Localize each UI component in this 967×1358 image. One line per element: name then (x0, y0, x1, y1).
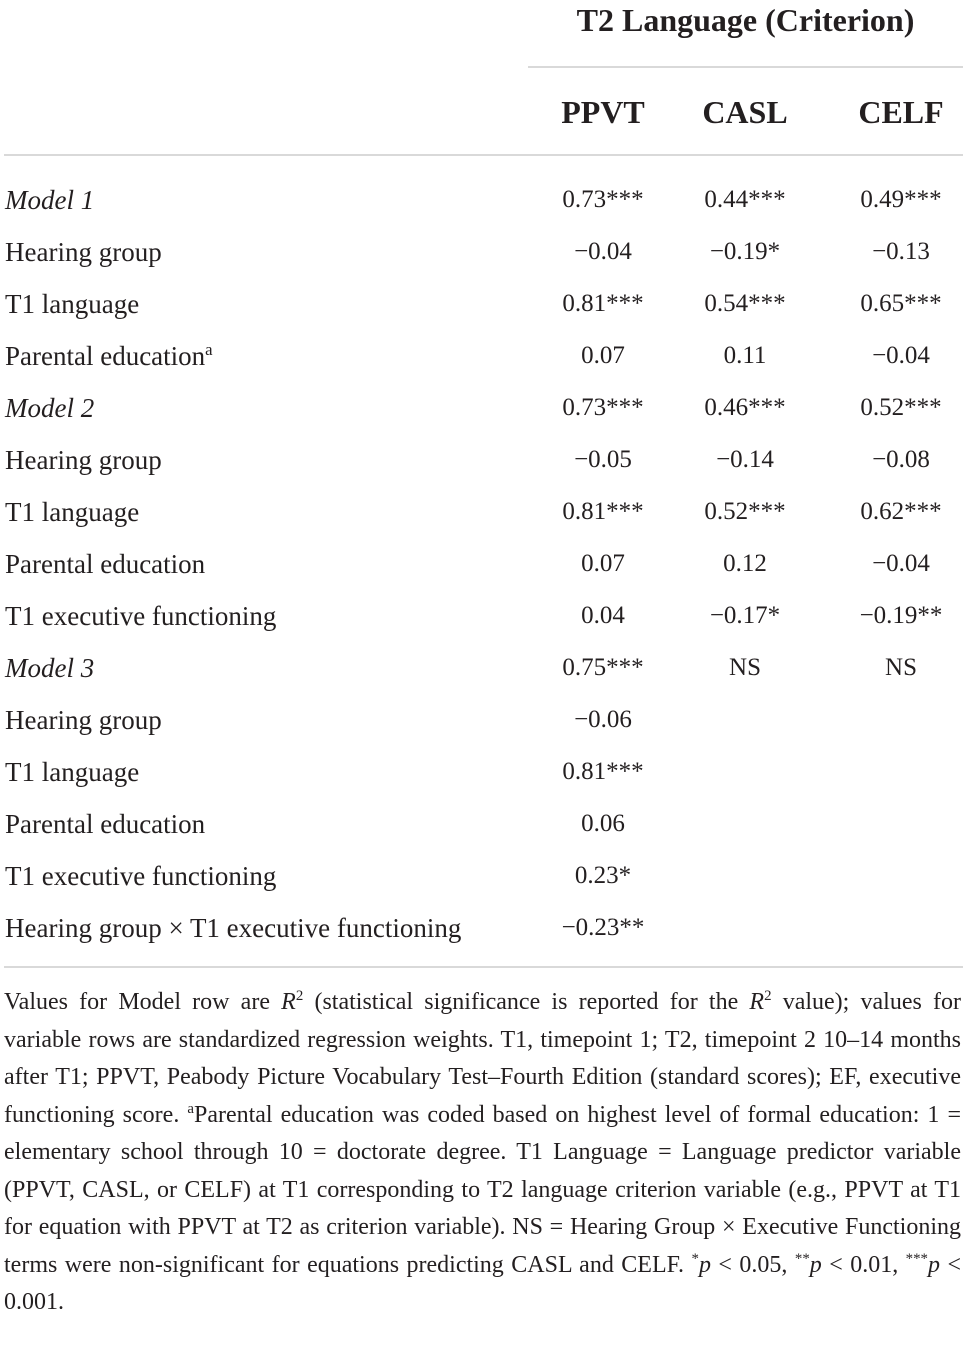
cell-casl: 0.46*** (704, 394, 786, 421)
cell-ppvt: 0.04 (581, 602, 625, 629)
row-label (5, 434, 162, 486)
table-row (0, 590, 967, 642)
row-label (5, 226, 162, 278)
header-rule (4, 154, 963, 156)
spanner-rule (528, 66, 963, 68)
row-label-text: Model 2 (5, 393, 95, 423)
column-header-celf: CELF (858, 94, 944, 130)
row-label-text: T1 language (5, 497, 140, 527)
cell-celf: NS (885, 654, 917, 681)
table-row (0, 694, 967, 746)
table-bottom-rule (4, 966, 963, 968)
cell-casl: 0.11 (723, 342, 767, 369)
footnote-text: Values for Model row are (4, 989, 282, 1015)
footnote-text: Parental education was coded based on highest level of formal education: 1 = elementary school through 10 = doctorate degree. T1 Language = Language predictor variable (PPVT, CASL, or CELF) at T1 corresponding to T2 language criterion variable (e.g., PPVT at T1 for equation with PPVT at T2 as criterion variable). NS = Hearing Group × Executive Functioning terms were non-significant for equations predicting CASL and CELF. (4, 1101, 961, 1278)
footnote-text: value); values for variable rows are standardized regression weights. T1, timepoint 1; T2, timepoint 2 10–14 months after T1; PPVT, Peabody Picture Vocabulary Test–Fourth Edition (standard scores); EF, executive functioning score. (4, 989, 962, 1128)
table-row (0, 278, 967, 330)
footnote-text: < 0.001. (4, 1251, 961, 1315)
table-row (0, 486, 967, 538)
cell-casl: −0.17* (709, 602, 781, 629)
cell-celf (826, 694, 967, 746)
cell-casl (672, 850, 818, 902)
row-label-text: Parental education (5, 341, 206, 371)
row-label (5, 330, 213, 382)
row-label-text: Model 1 (5, 185, 95, 215)
footnote-p-symbol: p (927, 1251, 940, 1278)
row-label (5, 486, 139, 538)
row-label (5, 538, 205, 590)
footnote-text: (statistical significance is reported for the (303, 989, 750, 1015)
cell-casl (672, 902, 818, 954)
row-label-text: Hearing group × T1 executive functioning (5, 913, 462, 943)
cell-ppvt: 0.81*** (562, 758, 644, 785)
cell-celf: −0.08 (872, 446, 930, 473)
cell-ppvt: 0.07 (581, 342, 625, 369)
footnote-r-symbol: R (749, 989, 765, 1015)
cell-casl: −0.19* (709, 238, 781, 265)
cell-casl: 0.54*** (704, 290, 786, 317)
cell-ppvt: 0.06 (581, 810, 625, 837)
row-label-superscript: a (205, 339, 213, 359)
cell-casl: −0.14 (716, 446, 774, 473)
row-label-text: Parental education (5, 809, 206, 839)
cell-casl: 0.52*** (704, 498, 786, 525)
cell-celf: −0.04 (872, 550, 930, 577)
row-label-text: Hearing group (5, 445, 162, 475)
cell-celf: −0.19** (859, 602, 943, 629)
cell-ppvt: 0.75*** (562, 654, 644, 681)
row-label-text: T1 executive functioning (5, 861, 277, 891)
cell-celf (826, 902, 967, 954)
model-row (0, 174, 967, 226)
cell-ppvt: 0.81*** (562, 498, 644, 525)
row-label-text: Model 3 (5, 653, 95, 683)
footnote-r-symbol: R (281, 989, 296, 1015)
cell-celf: 0.52*** (860, 394, 942, 421)
cell-celf (826, 850, 967, 902)
row-label (5, 382, 94, 434)
cell-ppvt: −0.05 (574, 446, 632, 473)
cell-casl: 0.12 (723, 550, 767, 577)
footnote-text: < 0.05, (710, 1251, 795, 1278)
row-label (5, 590, 276, 642)
column-header-ppvt: PPVT (561, 94, 645, 130)
row-label (5, 642, 94, 694)
cell-ppvt: 0.23* (574, 862, 632, 889)
cell-casl (672, 798, 818, 850)
row-label-text: T1 language (5, 757, 140, 787)
cell-casl: NS (729, 654, 761, 681)
row-label-text: Hearing group (5, 237, 162, 267)
row-label (5, 694, 162, 746)
table-row (0, 330, 967, 382)
table-row (0, 746, 967, 798)
cell-celf: −0.13 (872, 238, 930, 265)
table-row (0, 538, 967, 590)
cell-casl (672, 694, 818, 746)
row-label-text: T1 executive functioning (5, 601, 277, 631)
cell-celf: 0.49*** (860, 186, 942, 213)
footnote-superscript: 2 (764, 988, 772, 1005)
footnote-superscript: a (187, 1100, 194, 1117)
cell-ppvt: −0.23** (561, 914, 645, 941)
footnote-superscript: ** (794, 1250, 810, 1267)
footnote-superscript: *** (905, 1250, 928, 1267)
cell-ppvt: −0.06 (574, 706, 632, 733)
footnote-text: < 0.01, (821, 1251, 906, 1278)
row-label (5, 850, 276, 902)
cell-ppvt: 0.73*** (562, 394, 644, 421)
table-row (0, 226, 967, 278)
table-row (0, 798, 967, 850)
footnote-p-symbol: p (698, 1251, 711, 1278)
table-footnote (4, 984, 961, 1322)
cell-ppvt: 0.73*** (562, 186, 644, 213)
model-row (0, 382, 967, 434)
cell-celf: 0.65*** (860, 290, 942, 317)
cell-celf (826, 746, 967, 798)
cell-celf (826, 798, 967, 850)
row-label-text: T1 language (5, 289, 140, 319)
cell-casl: 0.44*** (704, 186, 786, 213)
criterion-spanner-heading: T2 Language (Criterion) (576, 2, 915, 38)
row-label (5, 278, 139, 330)
cell-ppvt: 0.07 (581, 550, 625, 577)
row-label-text: Parental education (5, 549, 206, 579)
footnote-superscript: 2 (295, 988, 304, 1005)
row-label (5, 902, 461, 954)
cell-casl (672, 746, 818, 798)
cell-celf: −0.04 (872, 342, 930, 369)
cell-celf: 0.62*** (860, 498, 942, 525)
footnote-superscript: * (691, 1250, 699, 1267)
model-row (0, 642, 967, 694)
row-label (5, 746, 139, 798)
footnote-p-symbol: p (809, 1251, 822, 1278)
column-header-casl: CASL (702, 94, 788, 130)
table-row (0, 902, 967, 954)
cell-ppvt: 0.81*** (562, 290, 644, 317)
cell-ppvt: −0.04 (574, 238, 632, 265)
table-row (0, 850, 967, 902)
row-label (5, 174, 94, 226)
row-label-text: Hearing group (5, 705, 162, 735)
row-label (5, 798, 205, 850)
table-row (0, 434, 967, 486)
